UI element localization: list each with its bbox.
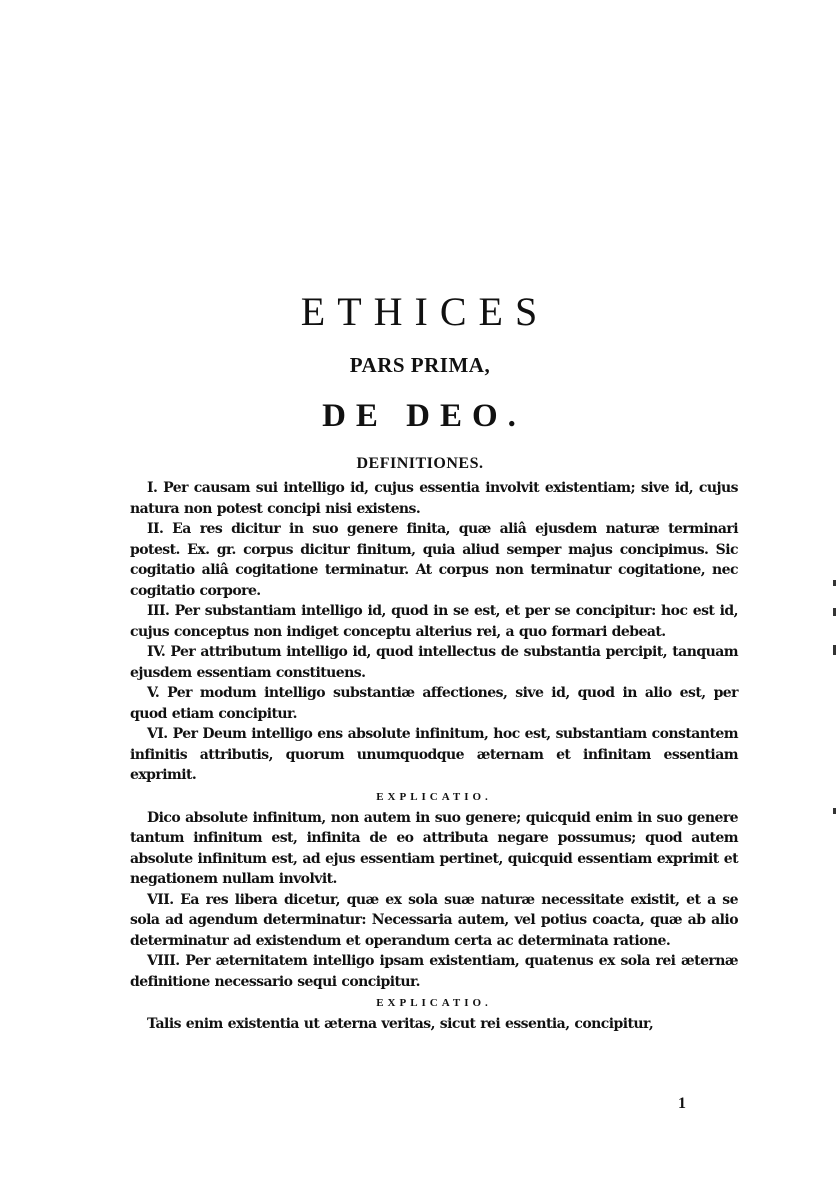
definition-3: III. Per substantiam intelligo id, quod in se est, et per se concipitur: hoc est id, cujus conceptus non indiget conceptu alterius rei, a quo formari debeat. — [130, 603, 738, 640]
main-text — [130, 478, 738, 1035]
definition-7: VII. Ea res libera dicetur, quæ ex sola suæ naturæ necessitate existit, et a se sola ad agendum determinatur: Necessaria autem, vel potius coacta, quæ ab alio determinatur ad existendum et operandum certa ac determinata ratione. — [130, 891, 738, 949]
part-label: PARS PRIMA, — [349, 353, 491, 377]
explicatio-heading-1: EXPLICATIO. — [376, 790, 492, 803]
explicatio-heading-2: EXPLICATIO. — [376, 997, 492, 1009]
definition-1: I. Per causam sui intelligo id, cujus essentia involvit existentiam; sive id, cujus natura non potest concipi nisi existens. — [130, 480, 738, 517]
part-title: DE DEO. — [322, 398, 526, 434]
page-number: 1 — [678, 1095, 686, 1112]
edge-mark — [833, 608, 836, 616]
edge-mark — [833, 645, 836, 655]
definition-4: IV. Per attributum intelligo id, quod intellectus de substantia percipit, tanquam ejusdem essentiam constituens. — [130, 644, 738, 681]
definition-2: II. Ea res dicitur in suo genere finita, quæ aliâ ejusdem naturæ terminari potest. Ex. gr. corpus dicitur finitum, quia aliud semper majus concipimus. Sic cogitatio aliâ cogitatione terminatur. At corpus non terminatur cogitatione, nec cogitatio corpore. — [130, 521, 738, 599]
definition-6: VI. Per Deum intelligo ens absolute infinitum, hoc est, substantiam constantem infinitis attributis, quorum unumquodque æternam et infinitam essentiam exprimit. — [130, 726, 738, 783]
edge-mark — [833, 580, 836, 586]
explicatio-text-2: Talis enim existentia ut æterna veritas, sicut rei essentia, concipitur, — [147, 1016, 654, 1032]
explicatio-text-1: Dico absolute infinitum, non autem in suo genere; quicquid enim in suo genere tantum infinitum est, infinita de eo attributa negare possumus; quod autem absolute infinitum est, ad ejus essentiam pertinet, quicquid essentiam exprimit et negationem nullam involvit. — [130, 809, 738, 887]
edge-mark — [833, 808, 836, 814]
definition-5: V. Per modum intelligo substantiæ affectiones, sive id, quod in alio est, per quod etiam concipitur. — [130, 685, 738, 722]
section-heading: DEFINITIONES. — [356, 455, 484, 472]
definition-8: VIII. Per æternitatem intelligo ipsam existentiam, quatenus ex sola rei æternæ definitione necessario sequi concipitur. — [130, 953, 738, 990]
book-title: ETHICES — [300, 289, 550, 334]
